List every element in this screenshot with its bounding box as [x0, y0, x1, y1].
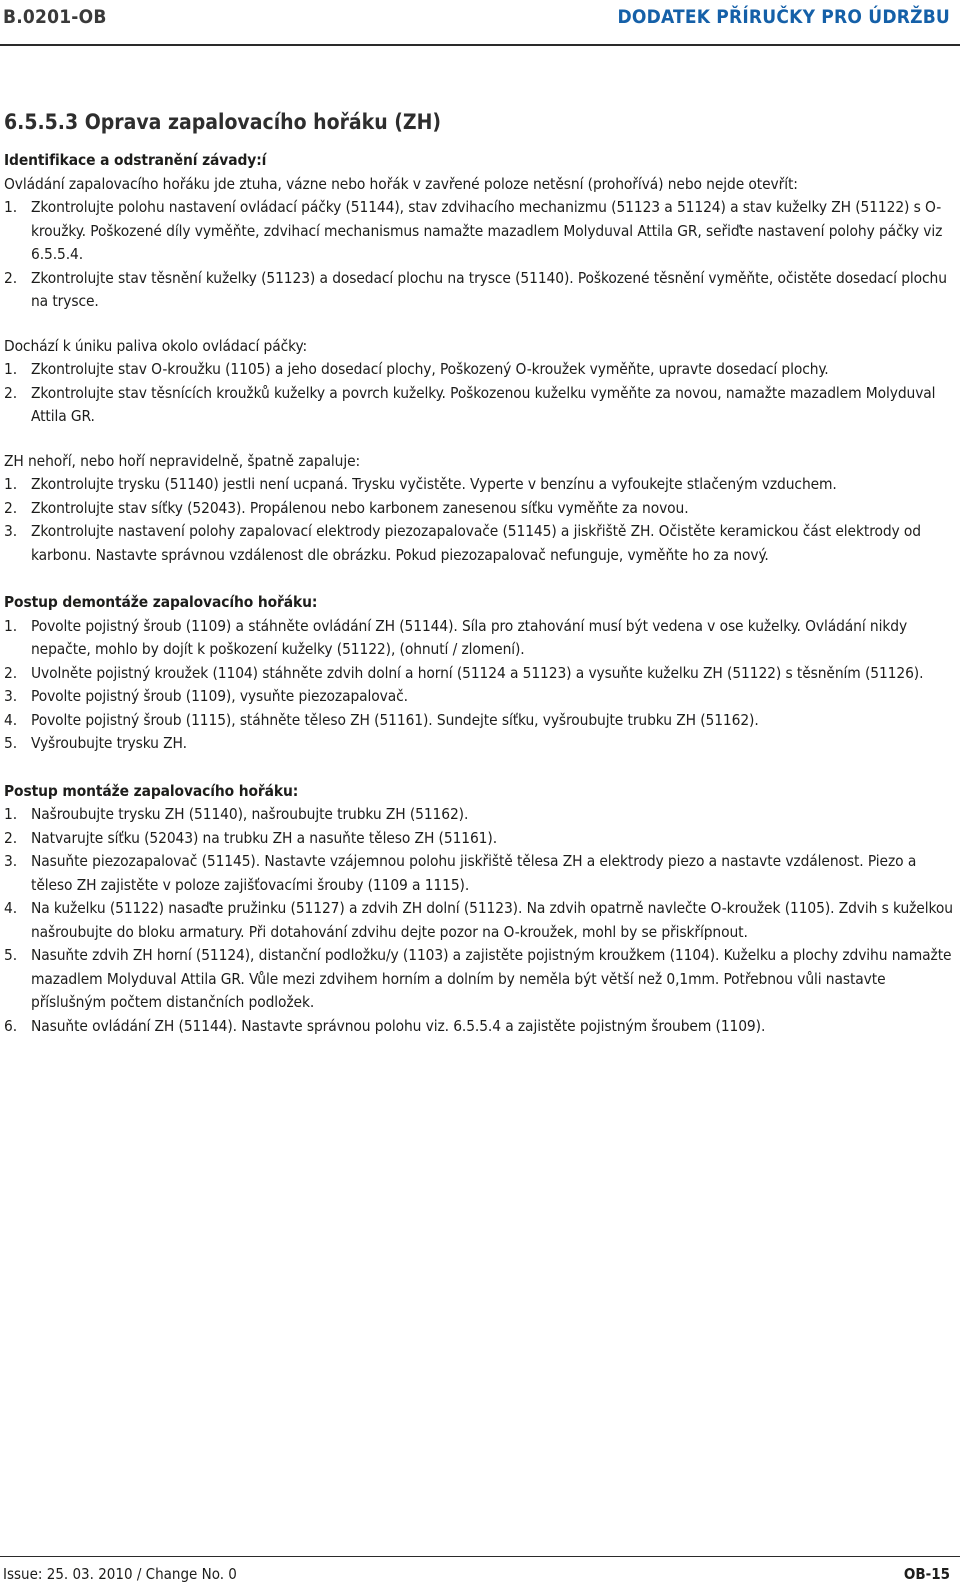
list-item-number: 2.: [4, 383, 18, 402]
list-item-number: 1.: [4, 616, 18, 635]
ignition-section: [4, 450, 956, 568]
list-item-text: Nasuňte piezozapalovač (51145). Nastavte vzájemnou polohu jiskřiště tělesa ZH a elektrody piezo a nastavte vzdálenost. Piezo a těleso ZH zajistěte v poloze zajišťovacími šrouby (1109 a 1115).: [31, 852, 917, 894]
issue-info: Issue: 25. 03. 2010 / Change No. 0: [3, 1565, 237, 1583]
list-item-number: 4.: [4, 899, 18, 917]
identification-section: [4, 149, 956, 314]
page-footer: [0, 1556, 960, 1591]
list-item: [4, 196, 956, 267]
ignition-list: [4, 473, 956, 567]
document-code: B.0201-OB: [3, 6, 107, 28]
list-item: [4, 685, 956, 709]
list-item: [4, 732, 956, 756]
list-item-number: 1.: [4, 360, 18, 378]
list-item-text: Povolte pojistný šroub (1109), vysuňte piezozapalovač.: [31, 687, 408, 705]
list-item-text: Zkontrolujte nastavení polohy zapalovací elektrody piezozapalovače (51145) a jiskřiště ZH. Očistěte keramickou část elektrody od karbonu. Nastavte správnou vzdálenost dle obrázku. Pokud piezozapalovač nefunguje, vyměňte ho za nový.: [31, 522, 921, 564]
list-item-number: 2.: [4, 268, 18, 287]
list-item: [4, 358, 956, 382]
list-item: [4, 662, 956, 686]
list-item-text: Našroubujte trysku ZH (51140), našroubujte trubku ZH (51162).: [31, 805, 469, 823]
list-item-text: Povolte pojistný šroub (1109) a stáhněte ovládání ZH (51144). Síla pro ztahování musí být vedena v ose kuželky. Ovládání nikdy nepačte, mohlo by dojít k poškození kuželky (51122), (ohnutí / zlomení).: [31, 616, 908, 658]
identification-heading: Identifikace a odstranění závady:í: [4, 151, 267, 169]
disassembly-list: [4, 615, 956, 756]
list-item-text: Zkontrolujte stav těsnících kroužků kuželky a povrch kuželky. Poškozenou kuželku vyměňte za novou, namažte mazadlem Molyduval Attila GR.: [31, 383, 936, 425]
list-item-text: Zkontrolujte polohu nastavení ovládací páčky (51144), stav zdvihacího mechanizmu (51123 a 51124) a stav kuželky ZH (51122) s O-kroužky. Poškozené díly vyměňte, zdvihací mechanismus namažte mazadlem Molyduval Attila GR, seřiďte nastavení polohy páčky viz 6.5.5.4.: [31, 198, 943, 263]
list-item-number: 4.: [4, 710, 18, 729]
list-item: [4, 267, 956, 314]
list-item: [4, 382, 956, 429]
list-item-number: 6.: [4, 1016, 18, 1035]
list-item-text: Nasuňte ovládání ZH (51144). Nastavte správnou polohu viz. 6.5.5.4 a zajistěte pojistným šroubem (1109).: [31, 1016, 766, 1035]
page-number: OB-15: [903, 1565, 950, 1583]
assembly-list: [4, 803, 956, 1038]
list-item-number: 5.: [4, 946, 18, 964]
leak-section: [4, 335, 956, 429]
page-content: [4, 110, 956, 1038]
page-header: [0, 0, 960, 46]
assembly-heading: Postup montáže zapalovacího hořáku:: [4, 781, 299, 800]
list-item-number: 2.: [4, 663, 18, 682]
list-item: [4, 709, 956, 733]
list-item-number: 2.: [4, 828, 18, 847]
list-item-number: 3.: [4, 687, 18, 705]
document-title: DODATEK PŘÍRUČKY PRO ÚDRŽBU: [617, 6, 950, 28]
list-item-text: Nasuňte zdvih ZH horní (51124), distanční podložku/y (1103) a zajistěte pojistným kroužkem (1104). Kuželku a plochy zdvihu namažte mazadlem Molyduval Attila GR. Vůle mezi zdvihem horním a dolním by neměla být větší než 0,1mm. Potřebnou vůli nastavte příslušným počtem distančních podložek.: [31, 946, 952, 1011]
list-item: [4, 615, 956, 662]
list-item-number: 5.: [4, 734, 18, 752]
list-item-text: Uvolněte pojistný kroužek (1104) stáhněte zdvih dolní a horní (51124 a 51123) a vysuňte kuželku ZH (51122) s těsněním (51126).: [31, 663, 924, 682]
list-item-text: Zkontrolujte stav O-kroužku (1105) a jeho dosedací plochy, Poškozený O-kroužek vyměňte, upravte dosedací plochy.: [31, 360, 829, 378]
list-item: [4, 897, 956, 944]
list-item: [4, 473, 956, 497]
list-item: [4, 1015, 956, 1039]
list-item: [4, 803, 956, 827]
identification-intro: Ovládání zapalovacího hořáku jde ztuha, vázne nebo hořák v zavřené poloze netěsní (prohořívá) nebo nejde otevřít:: [4, 174, 798, 193]
list-item-text: Povolte pojistný šroub (1115), stáhněte těleso ZH (51161). Sundejte síťku, vyšroubujte trubku ZH (51162).: [31, 710, 759, 729]
identification-list: [4, 196, 956, 314]
list-item-text: Zkontrolujte stav těsnění kuželky (51123) a dosedací plochu na trysce (51140). Poškozené těsnění vyměňte, očistěte dosedací plochu na trysce.: [31, 268, 947, 310]
list-item-text: Na kuželku (51122) nasaďte pružinku (51127) a zdvih ZH dolní (51123). Na zdvih opatrně navlečte O-kroužek (1105). Zdvih s kuželkou našroubujte do bloku armatury. Při dotahování zdvihu dejte pozor na O-kroužek, mohl by se přiskřípnout.: [31, 899, 953, 941]
list-item-number: 3.: [4, 522, 18, 540]
list-item-number: 1.: [4, 198, 18, 216]
list-item: [4, 827, 956, 851]
disassembly-section: [4, 591, 956, 756]
ignition-intro: ZH nehoří, nebo hoří nepravidelně, špatně zapaluje:: [4, 451, 361, 470]
list-item: [4, 520, 956, 567]
list-item-number: 2.: [4, 498, 18, 517]
leak-intro: Dochází k úniku paliva okolo ovládací páčky:: [4, 336, 308, 355]
list-item-text: Zkontrolujte trysku (51140) jestli není ucpaná. Trysku vyčistěte. Vyperte v benzínu a vyfoukejte stlačeným vzduchem.: [31, 475, 837, 493]
list-item: [4, 944, 956, 1015]
list-item-number: 1.: [4, 805, 18, 823]
list-item-text: Vyšroubujte trysku ZH.: [31, 734, 187, 752]
list-item-number: 3.: [4, 852, 18, 870]
list-item-text: Natvarujte síťku (52043) na trubku ZH a nasuňte těleso ZH (51161).: [31, 828, 497, 847]
list-item-text: Zkontrolujte stav síťky (52043). Propálenou nebo karbonem zanesenou síťku vyměňte za novou.: [31, 498, 689, 517]
list-item: [4, 497, 956, 521]
leak-list: [4, 358, 956, 429]
assembly-section: [4, 780, 956, 1039]
section-title: 6.5.5.3 Oprava zapalovacího hořáku (ZH): [4, 110, 442, 134]
list-item: [4, 850, 956, 897]
list-item-number: 1.: [4, 475, 18, 493]
disassembly-heading: Postup demontáže zapalovacího hořáku:: [4, 593, 318, 611]
